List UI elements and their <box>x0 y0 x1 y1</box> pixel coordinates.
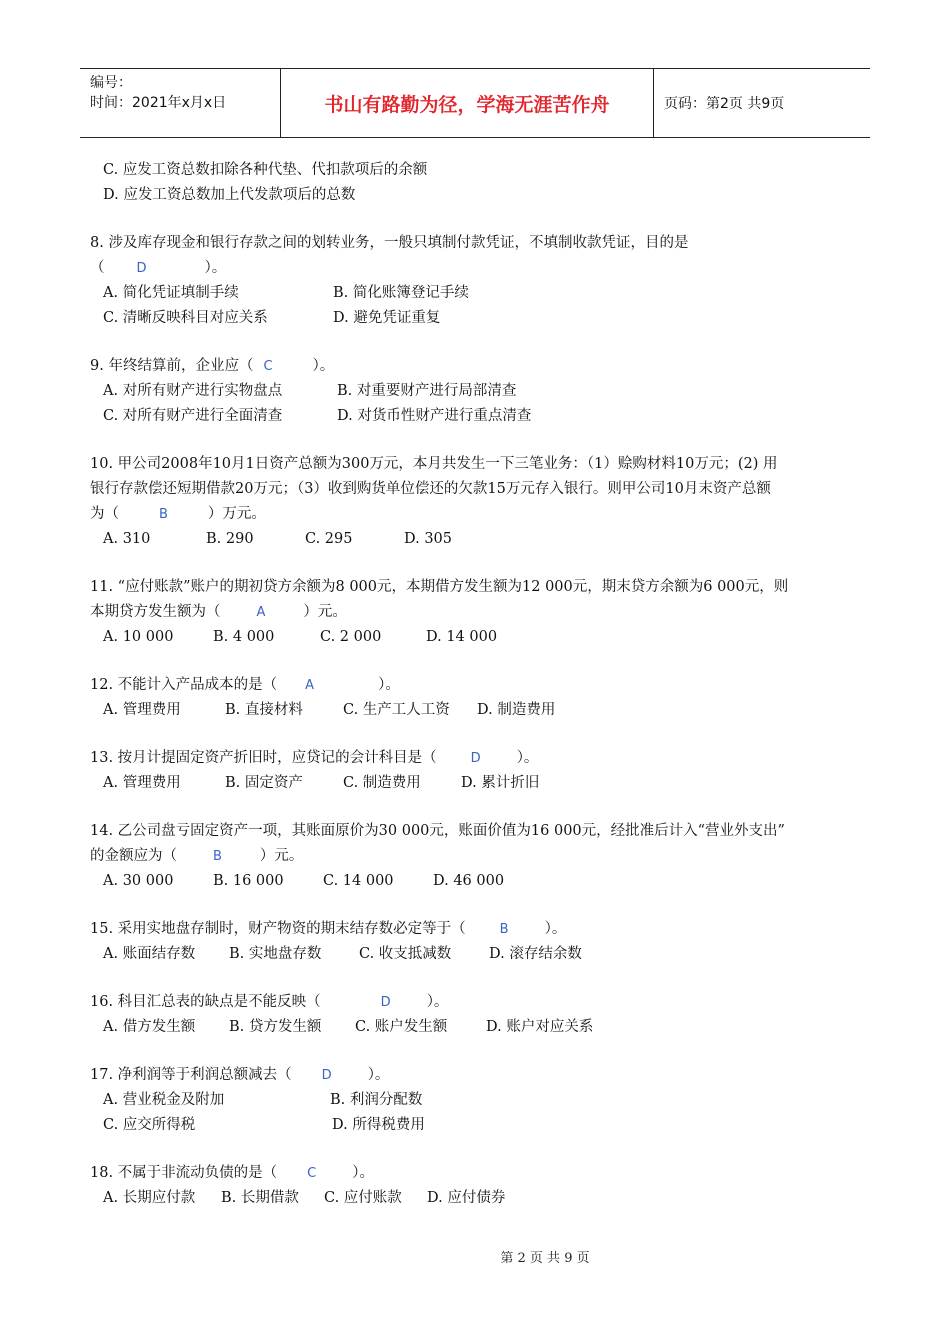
question-17-text: 17. 净利润等于利润总额减去（ <box>90 1067 292 1083</box>
blank-close: ）万元。 <box>207 506 266 522</box>
option-b: B. 直接材料 <box>225 702 303 718</box>
document-header <box>80 68 870 138</box>
question-13 <box>90 746 860 796</box>
prev-option-d: D. 应发工资总数加上代发款项后的总数 <box>103 187 356 203</box>
option-b: B. 290 <box>206 531 254 547</box>
question-8-options-row2 <box>90 306 860 331</box>
option-d: D. 305 <box>404 531 453 547</box>
question-16 <box>90 990 860 1040</box>
option-a: A. 简化凭证填制手续 <box>103 285 239 301</box>
option-c: C. 应交所得税 <box>103 1117 196 1133</box>
question-18 <box>90 1161 860 1211</box>
question-13-options <box>90 771 860 796</box>
blank-open: 的金额应为（ <box>90 848 177 864</box>
option-d: D. 46 000 <box>433 873 505 889</box>
question-17 <box>90 1063 860 1138</box>
question-9-text: 9. 年终结算前，企业应（ <box>90 358 254 374</box>
answer-16: D <box>380 995 391 1010</box>
question-9 <box>90 354 860 429</box>
answer-8: D <box>136 261 147 276</box>
header-motto: 书山有路勤为径，学海无涯苦作舟 <box>281 69 654 137</box>
question-16-options <box>90 1015 860 1040</box>
question-17-options-row1 <box>90 1088 860 1113</box>
blank-open: 本期贷方发生额为（ <box>90 604 221 620</box>
blank-close: ）。 <box>426 994 449 1010</box>
question-13-stem <box>90 746 860 771</box>
option-b: B. 长期借款 <box>221 1190 299 1206</box>
option-c: C. 生产工人工资 <box>343 702 450 718</box>
question-9-options-row2 <box>90 404 860 429</box>
option-d: D. 制造费用 <box>477 702 556 718</box>
question-11-options <box>90 625 860 650</box>
option-a: A. 借方发生额 <box>103 1019 196 1035</box>
question-9-options-row1 <box>90 379 860 404</box>
option-a: A. 管理费用 <box>103 775 181 791</box>
header-meta <box>80 69 281 137</box>
answer-18: C <box>307 1166 317 1181</box>
question-12 <box>90 673 860 723</box>
question-10-stem-1: 10. 甲公司2008年10月1日资产总额为300万元，本月共发生一下三笔业务：（1）赊购材料10万元；(2) 用 <box>90 456 778 472</box>
question-14 <box>90 819 860 894</box>
question-11 <box>90 575 860 650</box>
option-d: D. 累计折旧 <box>461 775 540 791</box>
option-c: C. 295 <box>305 531 353 547</box>
option-b: B. 简化账簿登记手续 <box>333 285 469 301</box>
option-d: D. 所得税费用 <box>332 1117 425 1133</box>
option-c: C. 对所有财产进行全面清查 <box>103 408 283 424</box>
option-a: A. 管理费用 <box>103 702 181 718</box>
question-17-options-row2 <box>90 1113 860 1138</box>
question-9-stem <box>90 354 860 379</box>
blank-close: ）。 <box>516 750 539 766</box>
question-list <box>90 158 860 1211</box>
question-15-stem <box>90 917 860 942</box>
question-14-stem: 14. 乙公司盘亏固定资产一项，其账面原价为30 000元，账面价值为16 000元，经批准后计入“营业外支出” <box>90 823 785 839</box>
question-12-options <box>90 698 860 723</box>
question-13-text: 13. 按月计提固定资产折旧时，应贷记的会计科目是（ <box>90 750 437 766</box>
option-c: C. 应付账款 <box>324 1190 402 1206</box>
option-a: A. 10 000 <box>103 629 174 645</box>
page-footer: 第 2 页 共 9 页 <box>500 1251 590 1266</box>
option-b: B. 4 000 <box>213 629 275 645</box>
option-c: C. 收支抵减数 <box>359 946 452 962</box>
option-a: A. 310 <box>103 531 151 547</box>
question-18-options <box>90 1186 860 1211</box>
option-d: D. 应付债券 <box>427 1190 506 1206</box>
question-11-stem: 11. “应付账款”账户的期初贷方余额为8 000元，本期借方发生额为12 000元，期末贷方余额为6 000元，则 <box>90 579 789 595</box>
answer-9: C <box>263 359 273 374</box>
question-8-blank <box>90 256 860 281</box>
option-a: A. 营业税金及附加 <box>103 1092 225 1108</box>
question-12-stem <box>90 673 860 698</box>
question-10-stem-2: 银行存款偿还短期借款20万元；（3）收到购货单位偿还的欠款15万元存入银行。则甲公司10月末资产总额 <box>90 481 771 497</box>
option-b: B. 贷方发生额 <box>229 1019 322 1035</box>
time-label: 时间：2021年x月x日 <box>90 95 227 111</box>
blank-close: ）。 <box>312 358 335 374</box>
answer-14: B <box>213 849 222 864</box>
question-16-stem <box>90 990 860 1015</box>
option-a: A. 长期应付款 <box>103 1190 196 1206</box>
answer-13: D <box>470 751 481 766</box>
number-label: 编号： <box>90 75 132 91</box>
answer-10: B <box>159 507 168 522</box>
blank-close: ）。 <box>352 1165 374 1181</box>
option-a: A. 账面结存数 <box>103 946 196 962</box>
question-10-blank <box>90 502 860 527</box>
question-10 <box>90 452 860 552</box>
answer-17: D <box>321 1068 332 1083</box>
answer-15: B <box>499 922 509 937</box>
answer-12: A <box>305 678 315 693</box>
question-8-stem: 8. 涉及库存现金和银行存款之间的划转业务，一般只填制付款凭证，不填制收款凭证，目的是 <box>90 235 689 251</box>
option-b: B. 16 000 <box>213 873 284 889</box>
question-8-options-row1 <box>90 281 860 306</box>
blank-close: ）。 <box>204 260 227 276</box>
question-15 <box>90 917 860 967</box>
question-17-stem <box>90 1063 860 1088</box>
option-c: C. 账户发生额 <box>355 1019 448 1035</box>
option-d: D. 账户对应关系 <box>486 1019 594 1035</box>
blank-open: 为（ <box>90 506 119 522</box>
option-c: C. 制造费用 <box>343 775 421 791</box>
option-d: D. 滚存结余数 <box>489 946 582 962</box>
blank-close: ）元。 <box>303 604 347 620</box>
option-c: C. 2 000 <box>320 629 382 645</box>
option-c: C. 14 000 <box>323 873 394 889</box>
prev-option-c: C. 应发工资总数扣除各种代垫、代扣款项后的余额 <box>103 162 428 178</box>
blank-close: ）元。 <box>259 848 304 864</box>
blank-close: ）。 <box>367 1067 390 1083</box>
option-d: D. 对货币性财产进行重点清查 <box>337 408 532 424</box>
blank-open: （ <box>90 260 105 276</box>
option-b: B. 对重要财产进行局部清查 <box>337 383 517 399</box>
question-14-options <box>90 869 860 894</box>
option-d: D. 避免凭证重复 <box>333 310 441 326</box>
question-10-options <box>90 527 860 552</box>
question-16-text: 16. 科目汇总表的缺点是不能反映（ <box>90 994 321 1010</box>
question-14-blank <box>90 844 860 869</box>
answer-11: A <box>256 605 266 620</box>
option-b: B. 固定资产 <box>225 775 303 791</box>
question-8 <box>90 231 860 331</box>
header-page-label: 页码：第2页 共9页 <box>664 96 785 112</box>
question-18-stem <box>90 1161 860 1186</box>
option-b: B. 利润分配数 <box>330 1092 423 1108</box>
blank-close: ）。 <box>378 677 400 693</box>
question-11-blank <box>90 600 860 625</box>
blank-close: ）。 <box>544 921 567 937</box>
option-d: D. 14 000 <box>426 629 498 645</box>
question-15-text: 15. 采用实地盘存制时，财产物资的期末结存数必定等于（ <box>90 921 466 937</box>
option-a: A. 对所有财产进行实物盘点 <box>103 383 283 399</box>
option-b: B. 实地盘存数 <box>229 946 322 962</box>
question-12-text: 12. 不能计入产品成本的是（ <box>90 677 278 693</box>
question-15-options <box>90 942 860 967</box>
option-c: C. 清晰反映科目对应关系 <box>103 310 268 326</box>
option-a: A. 30 000 <box>103 873 174 889</box>
question-18-text: 18. 不属于非流动负债的是（ <box>90 1165 278 1181</box>
